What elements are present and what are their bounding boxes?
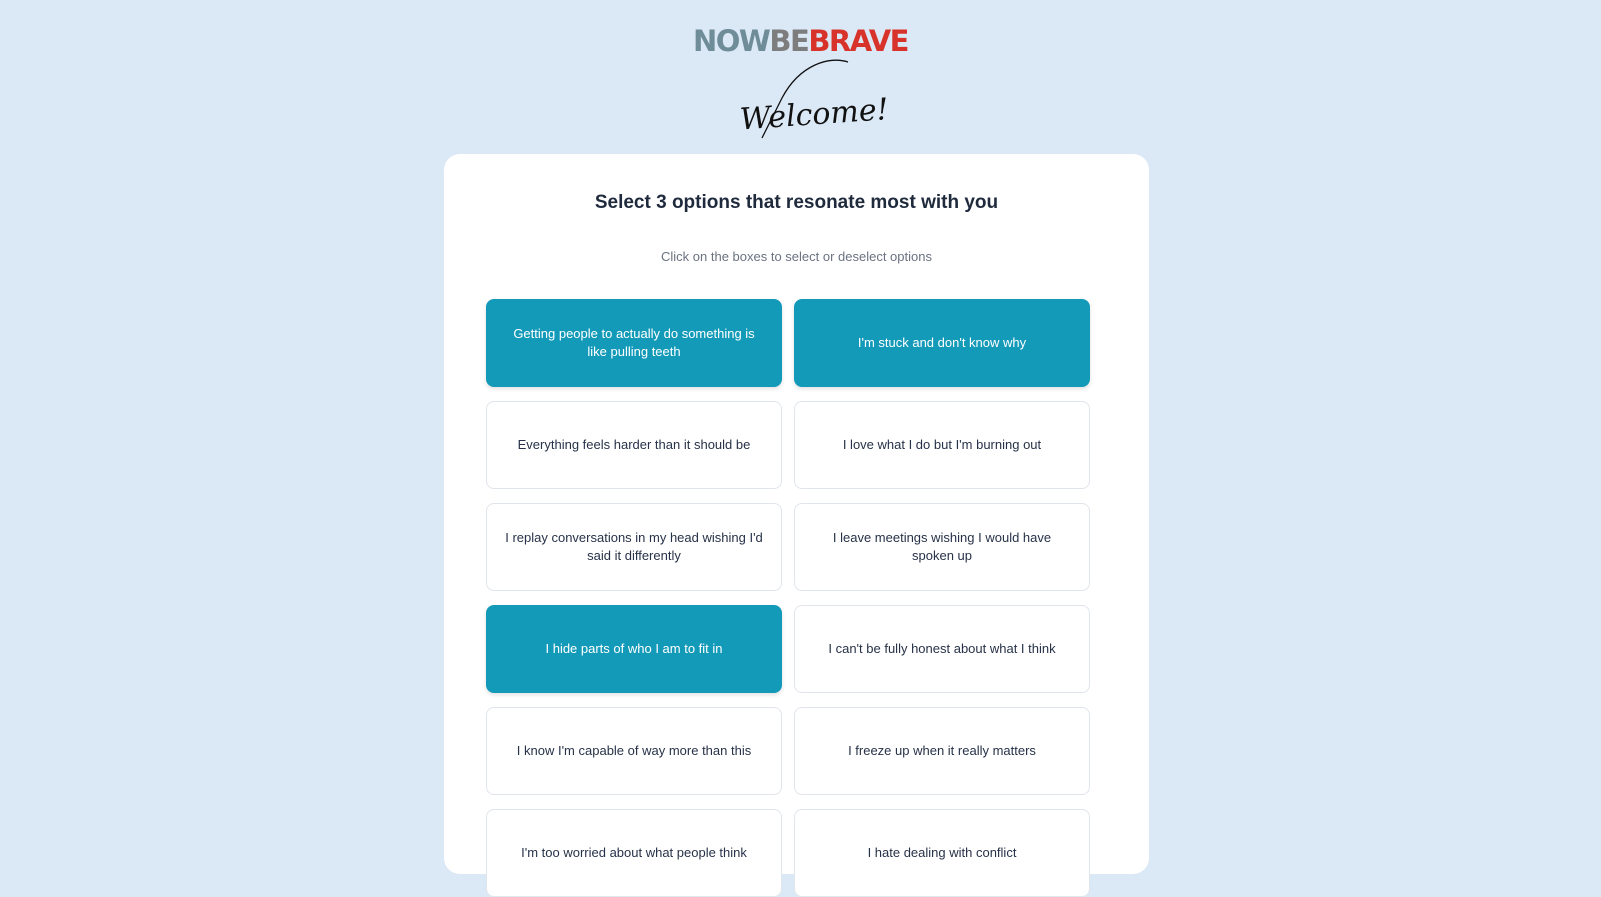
option-label: I know I'm capable of way more than this bbox=[516, 743, 752, 758]
option-label: I hate dealing with conflict bbox=[867, 845, 1017, 860]
option-label: I hide parts of who I am to fit in bbox=[545, 641, 723, 656]
option-box[interactable] bbox=[486, 707, 782, 795]
welcome-signature bbox=[730, 58, 890, 144]
option-box[interactable] bbox=[486, 299, 782, 387]
option-label: Getting people to actually do something is like pulling teeth bbox=[513, 326, 755, 359]
option-label: I'm stuck and don't know why bbox=[857, 335, 1027, 350]
option-label: I love what I do but I'm burning out bbox=[842, 437, 1042, 452]
options-grid bbox=[486, 299, 1089, 897]
option-box[interactable] bbox=[486, 503, 782, 591]
selection-card bbox=[444, 154, 1149, 874]
option-box[interactable] bbox=[486, 401, 782, 489]
option-box[interactable] bbox=[794, 503, 1090, 591]
brand-logo bbox=[0, 24, 1601, 58]
option-label: I replay conversations in my head wishing I'd said it differently bbox=[505, 530, 763, 563]
option-label: I leave meetings wishing I would have spoken up bbox=[832, 530, 1052, 563]
option-box[interactable] bbox=[794, 605, 1090, 693]
option-box[interactable] bbox=[794, 401, 1090, 489]
option-box[interactable] bbox=[794, 707, 1090, 795]
option-label: Everything feels harder than it should be bbox=[517, 437, 751, 452]
option-box[interactable] bbox=[486, 605, 782, 693]
logo-be: BE bbox=[769, 24, 809, 58]
logo-now: NOW bbox=[692, 24, 770, 58]
svg-text:Welcome!: Welcome! bbox=[738, 92, 890, 138]
card-title: Select 3 options that resonate most with you bbox=[594, 192, 999, 213]
option-label: I freeze up when it really matters bbox=[848, 743, 1036, 758]
option-label: I can't be fully honest about what I think bbox=[828, 641, 1056, 656]
card-instruction: Click on the boxes to select or deselect options bbox=[661, 249, 932, 264]
option-box[interactable] bbox=[486, 809, 782, 897]
option-box[interactable] bbox=[794, 299, 1090, 387]
logo-brave: BRAVE bbox=[808, 24, 908, 58]
option-label: I'm too worried about what people think bbox=[521, 845, 747, 860]
option-box[interactable] bbox=[794, 809, 1090, 897]
